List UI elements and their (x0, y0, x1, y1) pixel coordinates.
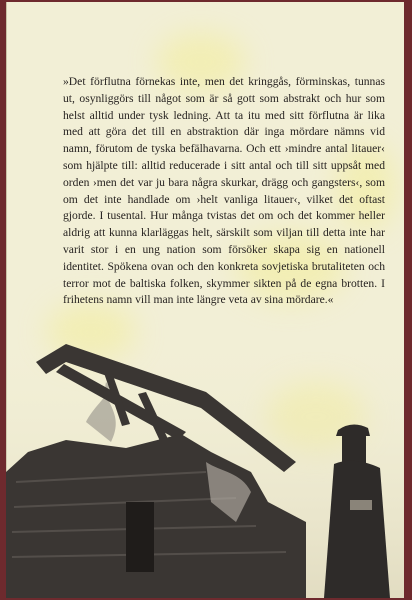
book-back-cover (6, 2, 404, 598)
back-cover-quote: »Det förflutna förnekas inte, men det kringgås, förminskas, tunnas ut, osynliggörs till något som är så gott som abstrakt och hur som helst alltid under tysk ledning. Att ta itu med sitt förflutna är lika med att göra det till en abstraktion där inga mördare nämns vid namn, förutom de tyska befälhavarna. Och ett ›mindre antal litauer‹ som hjälpte till: alltid reducerade i sitt antal och till sitt uppsåt med orden ›men det var ju bara några skurkar, drägg och gangsters‹, som om det inte handlade om ›helt vanliga litauer‹, vilket det oftast gjorde. I tusental. Hur många tvistas det om och det kommer heller aldrig att kunna klarläggas helt, särskilt som viljan till detta inte har varit stor i en ung nation som försöker skapa sig en nationell identitet. Spökena ovan och den konkreta sovjetiska brutaliteten och terror mot de baltiska folken, skymmer sikten på de egna brotten. I frihetens namn vill man inte längre veta av sina mördare.« (63, 75, 385, 307)
burned-house-photo (6, 322, 404, 598)
